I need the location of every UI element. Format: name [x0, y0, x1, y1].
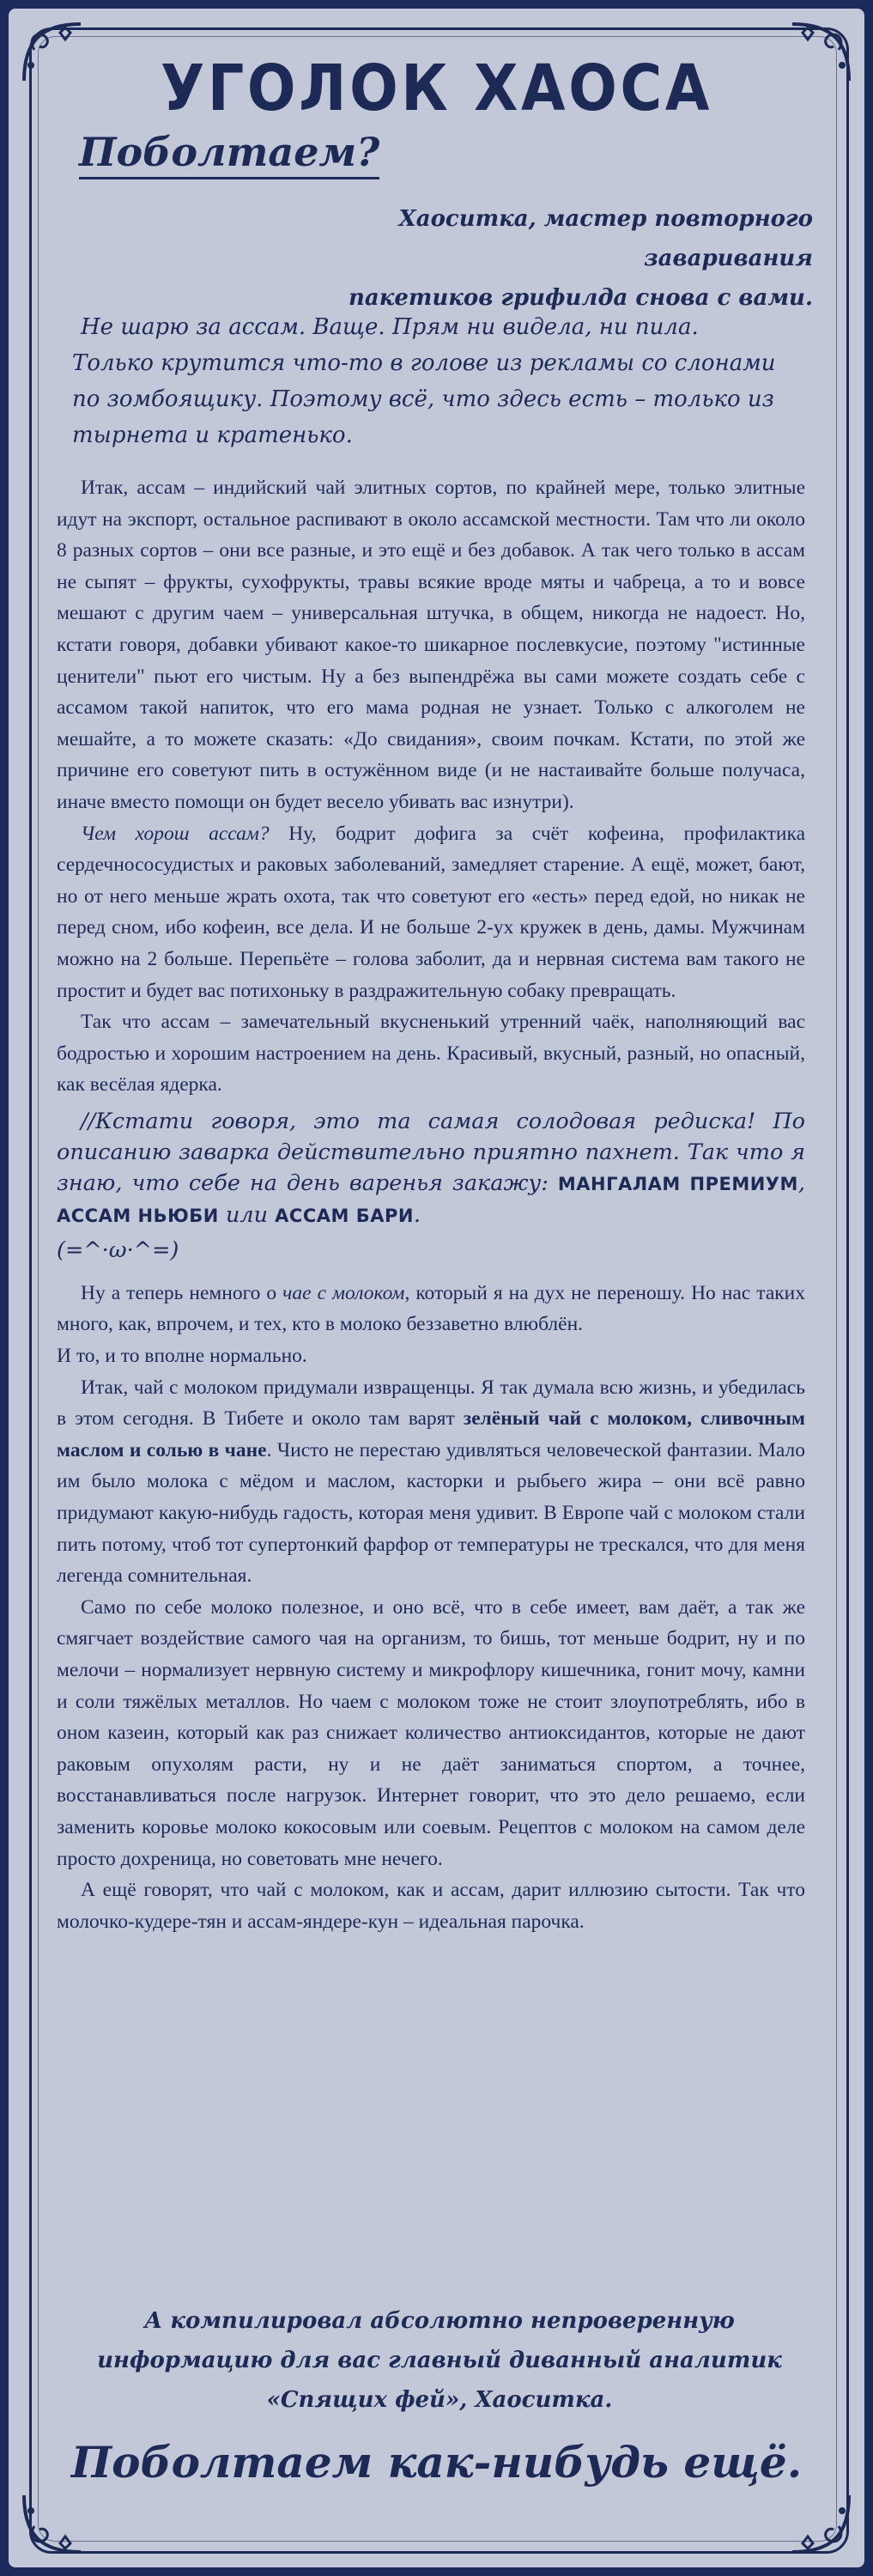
- article-body: [57, 472, 805, 1937]
- tea-brand: МАНГАЛАМ ПРЕМИУМ: [557, 1173, 798, 1194]
- farewell-text: Поболтаем как-нибудь ещё.: [70, 2437, 803, 2488]
- article-paragraph: Само по себе молоко полезное, и оно всё, что в себе имеет, вам даёт, а так же смягчает воздействие самого чая на организм, то бишь, тот меньше бодрит, ну и по мелочи – нормализует нервную систему и микрофлору кишечника, гонит мочу, камни и соли тяжёлых металлов. Но чаем с молоком тоже не стоит злоупотреблять, ибо в оном казеин, который как раз снижает количество антиоксидантов, которые не дают раковым опухолям расти, ну и не даёт заниматься спортом, а точнее, восстанавливаться после нагрузок. Интернет говорит, что это дело решаемо, если заменить коровье молоко кокосовым или соевым. Рецептов с молоком на самом деле просто дохреница, но советовать мне нечего.: [57, 1595, 805, 1870]
- article-paragraph: И то, и то вполне нормально.: [57, 1345, 307, 1368]
- paragraph-text: Итак, чай с молоком придумали извращенцы. Я так думала всю жизнь, и убедилась в этом сегодня. В Тибете и около там варят: [57, 1376, 805, 1431]
- author-intro-line: пакетиков грифилда снова с вами.: [348, 285, 813, 311]
- paragraph-text: . Чисто не перестаю удивляться человеческой фантазии. Мало им было молока с мёдом и маслом, касторки и рыбьего жира – они всё равно придумают какую-нибудь гадость, которая меня удивит. В Европе чай с молоком стали пить потому, чтоб тот супертонкий фарфор от температуры не трескался, что для меня легенда сомнительная.: [57, 1438, 805, 1588]
- tea-brand: АССАМ БАРИ: [275, 1205, 414, 1226]
- bold-text: зелёный чай с молоком, сливочным маслом и солью в чане: [57, 1407, 805, 1461]
- emoticon: (=^·ω·^=): [57, 1236, 179, 1263]
- article-paragraph: Итак, ассам – индийский чай элитных сортов, по крайней мере, только элитные идут на экспорт, остальное распивают в около ассамской местности. Там что ли около 8 разных сортов – они все разные, и это ещё и без добавок. А так чего только в ассам не сыпят – фрукты, сухофрукты, травы всякие вроде мяты и чабреца, а то и вовсе мешают с другим чаем – универсальная штучка, в общем, никогда не надоест. Но, кстати говоря, добавки убивают какое-то шикарное послевкусие, поэтому "истинные ценители" пьют его чистым. Ну а без выпендрёжа вы сами можете создать себе с ассамом такой напиток, что его мама родная не узнает. Только с алкоголем не мешайте, а то можете сказать: «До свидания», своим почкам. Кстати, по этой же причине его советуют пить в остужённом виде (и не настаивайте больше получаса, иначе вместо помощи он будет весело убивать вас изнутри).: [57, 477, 805, 813]
- handwritten-aside: [57, 1106, 805, 1266]
- author-intro: [264, 199, 813, 318]
- article-paragraph: [57, 1278, 805, 1340]
- emphasis-text: чае с молоком: [282, 1281, 405, 1304]
- paragraph-text: Ну а теперь немного о: [81, 1281, 283, 1304]
- aside-separator: .: [413, 1201, 421, 1228]
- corner-ornament-icon: [784, 2487, 858, 2561]
- handwritten-note: Не шарю за ассам. Ваще. Прям ни видела, ни пила. Только крутится что-то в голове из рекламы со слонами по зомбоящику. Поэтому всё, что здесь есть – только из тырнета и кратенько.: [72, 314, 776, 448]
- article-paragraph: [57, 818, 805, 1007]
- aside-separator: или: [218, 1201, 276, 1228]
- author-intro-line: Хаоситка, мастер повторного заваривания: [398, 206, 813, 271]
- article-paragraph: [57, 1372, 805, 1592]
- article-paragraph: А ещё говорят, что чай с молоком, как и ассам, дарит иллюзию сытости. Так что молочко-кудере-тян и ассам-яндере-кун – идеальная парочка.: [57, 1879, 805, 1933]
- article-paragraph: Так что ассам – замечательный вкусненький утренний чаёк, наполняющий вас бодростью и хорошим настроением на день. Красивый, вкусный, разный, но опасный, как весёлая ядерка.: [57, 1011, 805, 1097]
- question-lead: Чем хорош ассам?: [81, 822, 270, 845]
- tea-brand: АССАМ НЬЮБИ: [57, 1205, 219, 1226]
- aside-text: //Кстати говоря, это та самая солодовая редиска! По описанию заварка действительно приятно пахнет. Так что я знаю, что себе на день варенья закажу:: [57, 1108, 805, 1196]
- aside-separator: ,: [797, 1170, 805, 1196]
- page-title: УГОЛОК ХАОСА: [160, 52, 713, 125]
- section-subtitle: Поболтаем?: [79, 129, 379, 179]
- paragraph-text: Ну, бодрит дофига за счёт кофеина, профилактика сердечнососудистых и раковых заболеваний, замедляет старение. А ещё, может, бают, но от него меньше жрать охота, так что советуют его «есть» перед едой, но никак не перед сном, ибо кофеин, все дела. И не больше 2-ух кружек в день, дамы. Мужчинам можно на 2 больше. Перепьёте – голова заболит, да и нервная система вам такого не простит и будет вас потихоньку в раздражительную собаку превращать.: [57, 822, 806, 1002]
- closing-signature: А компилировал абсолютно непроверенную информацию для вас главный диванный аналитик «Спящих фей», Хаоситка.: [97, 2308, 782, 2413]
- corner-ornament-icon: [15, 2487, 89, 2561]
- paragraph-text: , который я на дух не переношу. Но нас таких много, как, впрочем, и тех, кто в молоко беззаветно влюблён.: [57, 1281, 805, 1336]
